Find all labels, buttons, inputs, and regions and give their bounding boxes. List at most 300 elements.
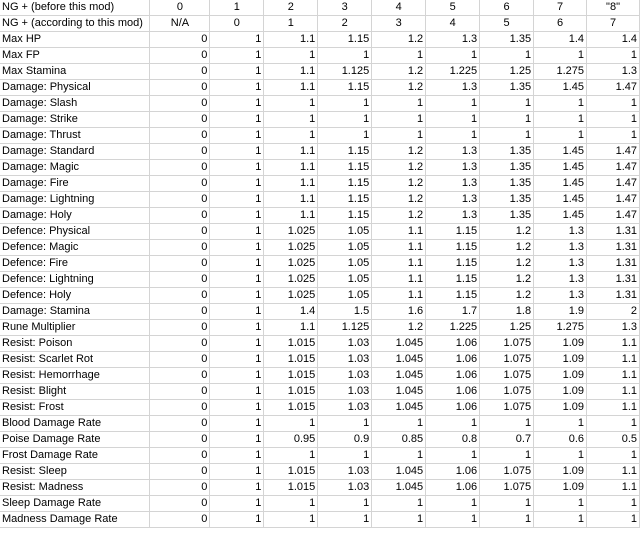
row-label-cell[interactable]: Resist: Frost [0, 400, 150, 416]
value-cell[interactable]: 1.3 [587, 64, 640, 80]
value-cell[interactable]: 1.2 [480, 288, 534, 304]
value-cell[interactable]: 1.47 [587, 80, 640, 96]
value-cell[interactable]: 0 [150, 256, 210, 272]
value-cell[interactable]: 1.2 [372, 160, 426, 176]
value-cell[interactable]: 1.1 [372, 256, 426, 272]
value-cell[interactable]: 1 [210, 272, 264, 288]
value-cell[interactable]: 1 [372, 96, 426, 112]
value-cell[interactable]: 1.31 [587, 256, 640, 272]
value-cell[interactable]: 1.7 [426, 304, 480, 320]
value-cell[interactable]: 1.5 [318, 304, 372, 320]
value-cell[interactable]: 1.015 [264, 336, 318, 352]
value-cell[interactable]: 1 [210, 448, 264, 464]
value-cell[interactable]: 1.35 [480, 80, 534, 96]
value-cell[interactable]: 1.09 [534, 352, 587, 368]
value-cell[interactable]: 1.15 [426, 240, 480, 256]
value-cell[interactable]: 1.2 [372, 80, 426, 96]
value-cell[interactable]: 1 [210, 480, 264, 496]
value-cell[interactable]: 1.31 [587, 224, 640, 240]
value-cell[interactable]: 1.125 [318, 320, 372, 336]
value-cell[interactable]: 1.15 [426, 272, 480, 288]
value-cell[interactable]: 1 [264, 96, 318, 112]
value-cell[interactable]: 1.3 [587, 320, 640, 336]
value-cell[interactable]: 0.6 [534, 432, 587, 448]
value-cell[interactable]: 1.1 [587, 384, 640, 400]
value-cell[interactable]: 1.3 [534, 240, 587, 256]
value-cell[interactable]: 1 [534, 48, 587, 64]
value-cell[interactable]: 1 [480, 112, 534, 128]
value-cell[interactable]: 1.1 [264, 160, 318, 176]
value-cell[interactable]: 1 [210, 400, 264, 416]
value-cell[interactable]: 1.015 [264, 368, 318, 384]
value-cell[interactable]: 1.03 [318, 336, 372, 352]
value-cell[interactable]: 1 [372, 112, 426, 128]
value-cell[interactable]: 1 [534, 496, 587, 512]
value-cell[interactable]: 1.45 [534, 208, 587, 224]
value-cell[interactable]: 1.3 [426, 192, 480, 208]
value-cell[interactable]: 1.25 [480, 64, 534, 80]
value-cell[interactable]: 1.47 [587, 192, 640, 208]
value-cell[interactable]: 1.2 [480, 256, 534, 272]
header-cell[interactable]: 6 [534, 16, 587, 32]
value-cell[interactable]: 0 [150, 176, 210, 192]
value-cell[interactable]: 1.09 [534, 384, 587, 400]
value-cell[interactable]: 1.2 [372, 32, 426, 48]
value-cell[interactable]: 1.015 [264, 480, 318, 496]
value-cell[interactable]: 1.045 [372, 384, 426, 400]
header-cell[interactable]: 7 [587, 16, 640, 32]
value-cell[interactable]: 0 [150, 32, 210, 48]
value-cell[interactable]: 1 [480, 416, 534, 432]
value-cell[interactable]: 1.025 [264, 256, 318, 272]
value-cell[interactable]: 1 [210, 464, 264, 480]
value-cell[interactable]: 1.35 [480, 176, 534, 192]
value-cell[interactable]: 0 [150, 144, 210, 160]
header-cell[interactable]: 2 [318, 16, 372, 32]
value-cell[interactable]: 1.3 [534, 224, 587, 240]
row-label-cell[interactable]: Frost Damage Rate [0, 448, 150, 464]
value-cell[interactable]: 1.3 [534, 272, 587, 288]
header-label-cell[interactable]: NG + (before this mod) [0, 0, 150, 16]
value-cell[interactable]: 1 [480, 48, 534, 64]
value-cell[interactable]: 1.075 [480, 400, 534, 416]
value-cell[interactable]: 1.045 [372, 480, 426, 496]
header-cell[interactable]: 4 [426, 16, 480, 32]
value-cell[interactable]: 1 [210, 112, 264, 128]
header-cell[interactable]: N/A [150, 16, 210, 32]
value-cell[interactable]: 1 [587, 112, 640, 128]
value-cell[interactable]: 0 [150, 496, 210, 512]
value-cell[interactable]: 1.09 [534, 480, 587, 496]
value-cell[interactable]: 1 [318, 48, 372, 64]
value-cell[interactable]: 1.09 [534, 464, 587, 480]
value-cell[interactable]: 1 [264, 48, 318, 64]
value-cell[interactable]: 1 [210, 176, 264, 192]
value-cell[interactable]: 1 [210, 320, 264, 336]
value-cell[interactable]: 1 [210, 96, 264, 112]
row-label-cell[interactable]: Resist: Hemorrhage [0, 368, 150, 384]
row-label-cell[interactable]: Damage: Stamina [0, 304, 150, 320]
value-cell[interactable]: 1.1 [587, 368, 640, 384]
value-cell[interactable]: 1.03 [318, 384, 372, 400]
value-cell[interactable]: 0 [150, 352, 210, 368]
value-cell[interactable]: 1.045 [372, 352, 426, 368]
value-cell[interactable]: 0 [150, 112, 210, 128]
value-cell[interactable]: 1.31 [587, 288, 640, 304]
value-cell[interactable]: 1.03 [318, 480, 372, 496]
value-cell[interactable]: 1 [210, 80, 264, 96]
header-cell[interactable]: 5 [426, 0, 480, 16]
value-cell[interactable]: 1.1 [264, 192, 318, 208]
value-cell[interactable]: 1 [480, 496, 534, 512]
value-cell[interactable]: 0 [150, 512, 210, 528]
value-cell[interactable]: 1.15 [318, 80, 372, 96]
value-cell[interactable]: 0 [150, 320, 210, 336]
value-cell[interactable]: 1.45 [534, 144, 587, 160]
value-cell[interactable]: 1.35 [480, 160, 534, 176]
value-cell[interactable]: 1.1 [372, 224, 426, 240]
row-label-cell[interactable]: Damage: Strike [0, 112, 150, 128]
value-cell[interactable]: 1.1 [587, 352, 640, 368]
value-cell[interactable]: 1 [318, 512, 372, 528]
row-label-cell[interactable]: Damage: Fire [0, 176, 150, 192]
value-cell[interactable]: 1.025 [264, 272, 318, 288]
value-cell[interactable]: 0 [150, 288, 210, 304]
value-cell[interactable]: 1 [210, 48, 264, 64]
value-cell[interactable]: 1.2 [480, 224, 534, 240]
value-cell[interactable]: 1.05 [318, 288, 372, 304]
value-cell[interactable]: 1 [210, 240, 264, 256]
value-cell[interactable]: 1 [426, 112, 480, 128]
value-cell[interactable]: 0 [150, 416, 210, 432]
value-cell[interactable]: 1.3 [426, 208, 480, 224]
value-cell[interactable]: 1 [587, 96, 640, 112]
value-cell[interactable]: 1 [318, 112, 372, 128]
value-cell[interactable]: 1.1 [264, 32, 318, 48]
value-cell[interactable]: 1 [480, 512, 534, 528]
value-cell[interactable]: 1 [534, 96, 587, 112]
value-cell[interactable]: 1.045 [372, 464, 426, 480]
row-label-cell[interactable]: Resist: Poison [0, 336, 150, 352]
value-cell[interactable]: 1.2 [480, 240, 534, 256]
value-cell[interactable]: 1.4 [587, 32, 640, 48]
value-cell[interactable]: 0 [150, 368, 210, 384]
value-cell[interactable]: 1 [264, 416, 318, 432]
value-cell[interactable]: 1 [210, 208, 264, 224]
row-label-cell[interactable]: Resist: Scarlet Rot [0, 352, 150, 368]
header-cell[interactable]: 2 [264, 0, 318, 16]
row-label-cell[interactable]: Defence: Lightning [0, 272, 150, 288]
value-cell[interactable]: 1.3 [534, 288, 587, 304]
value-cell[interactable]: 1 [426, 416, 480, 432]
value-cell[interactable]: 1 [264, 112, 318, 128]
value-cell[interactable]: 1 [426, 448, 480, 464]
value-cell[interactable]: 1.25 [480, 320, 534, 336]
value-cell[interactable]: 0 [150, 224, 210, 240]
value-cell[interactable]: 1.075 [480, 336, 534, 352]
value-cell[interactable]: 0 [150, 480, 210, 496]
value-cell[interactable]: 1 [587, 128, 640, 144]
value-cell[interactable]: 1.2 [372, 208, 426, 224]
value-cell[interactable]: 1 [426, 48, 480, 64]
value-cell[interactable]: 1.125 [318, 64, 372, 80]
row-label-cell[interactable]: Damage: Lightning [0, 192, 150, 208]
value-cell[interactable]: 1.05 [318, 224, 372, 240]
value-cell[interactable]: 1 [210, 32, 264, 48]
value-cell[interactable]: 1.3 [534, 256, 587, 272]
value-cell[interactable]: 1 [264, 448, 318, 464]
row-label-cell[interactable]: Poise Damage Rate [0, 432, 150, 448]
value-cell[interactable]: 1.2 [372, 64, 426, 80]
value-cell[interactable]: 1.15 [318, 208, 372, 224]
header-cell[interactable]: 4 [372, 0, 426, 16]
value-cell[interactable]: 1.06 [426, 400, 480, 416]
value-cell[interactable]: 1.05 [318, 272, 372, 288]
value-cell[interactable]: 1 [480, 96, 534, 112]
value-cell[interactable]: 1.47 [587, 208, 640, 224]
value-cell[interactable]: 1.06 [426, 464, 480, 480]
value-cell[interactable]: 1 [210, 336, 264, 352]
header-cell[interactable]: 6 [480, 0, 534, 16]
value-cell[interactable]: 1 [318, 416, 372, 432]
value-cell[interactable]: 1.05 [318, 240, 372, 256]
value-cell[interactable]: 1 [426, 96, 480, 112]
value-cell[interactable]: 1 [210, 160, 264, 176]
value-cell[interactable]: 1.09 [534, 368, 587, 384]
row-label-cell[interactable]: Damage: Magic [0, 160, 150, 176]
value-cell[interactable]: 1.15 [318, 32, 372, 48]
value-cell[interactable]: 1.9 [534, 304, 587, 320]
header-cell[interactable]: "8" [587, 0, 640, 16]
header-cell[interactable]: 1 [210, 0, 264, 16]
row-label-cell[interactable]: Damage: Slash [0, 96, 150, 112]
value-cell[interactable]: 1.2 [372, 192, 426, 208]
value-cell[interactable]: 0 [150, 160, 210, 176]
value-cell[interactable]: 1 [587, 512, 640, 528]
header-cell[interactable]: 7 [534, 0, 587, 16]
value-cell[interactable]: 1.075 [480, 384, 534, 400]
value-cell[interactable]: 1.2 [372, 144, 426, 160]
value-cell[interactable]: 1.47 [587, 144, 640, 160]
value-cell[interactable]: 0 [150, 240, 210, 256]
value-cell[interactable]: 1 [210, 192, 264, 208]
value-cell[interactable]: 0 [150, 432, 210, 448]
header-label-cell[interactable]: NG + (according to this mod) [0, 16, 150, 32]
value-cell[interactable]: 1 [426, 128, 480, 144]
row-label-cell[interactable]: Max Stamina [0, 64, 150, 80]
row-label-cell[interactable]: Defence: Holy [0, 288, 150, 304]
value-cell[interactable]: 1.1 [587, 464, 640, 480]
value-cell[interactable]: 1 [372, 128, 426, 144]
value-cell[interactable]: 1 [587, 448, 640, 464]
value-cell[interactable]: 1.045 [372, 368, 426, 384]
value-cell[interactable]: 1 [210, 512, 264, 528]
value-cell[interactable]: 0 [150, 384, 210, 400]
value-cell[interactable]: 1.15 [318, 160, 372, 176]
row-label-cell[interactable]: Defence: Fire [0, 256, 150, 272]
value-cell[interactable]: 0.8 [426, 432, 480, 448]
value-cell[interactable]: 1.31 [587, 240, 640, 256]
header-cell[interactable]: 3 [372, 16, 426, 32]
header-cell[interactable]: 0 [210, 16, 264, 32]
value-cell[interactable]: 1.06 [426, 352, 480, 368]
value-cell[interactable]: 1.015 [264, 464, 318, 480]
value-cell[interactable]: 1.1 [587, 336, 640, 352]
value-cell[interactable]: 1.03 [318, 352, 372, 368]
value-cell[interactable]: 1 [210, 368, 264, 384]
header-cell[interactable]: 3 [318, 0, 372, 16]
value-cell[interactable]: 1 [587, 496, 640, 512]
value-cell[interactable]: 1.15 [318, 192, 372, 208]
value-cell[interactable]: 1 [534, 112, 587, 128]
value-cell[interactable]: 1.06 [426, 336, 480, 352]
value-cell[interactable]: 1.225 [426, 64, 480, 80]
value-cell[interactable]: 0.7 [480, 432, 534, 448]
value-cell[interactable]: 0.5 [587, 432, 640, 448]
value-cell[interactable]: 0 [150, 48, 210, 64]
value-cell[interactable]: 1 [210, 256, 264, 272]
header-cell[interactable]: 0 [150, 0, 210, 16]
value-cell[interactable]: 1.015 [264, 400, 318, 416]
value-cell[interactable]: 1.025 [264, 288, 318, 304]
value-cell[interactable]: 1.2 [372, 176, 426, 192]
value-cell[interactable]: 1.06 [426, 368, 480, 384]
value-cell[interactable]: 1 [372, 48, 426, 64]
value-cell[interactable]: 1.1 [587, 480, 640, 496]
value-cell[interactable]: 0 [150, 464, 210, 480]
value-cell[interactable]: 0.85 [372, 432, 426, 448]
header-cell[interactable]: 5 [480, 16, 534, 32]
value-cell[interactable]: 0 [150, 304, 210, 320]
value-cell[interactable]: 1.275 [534, 320, 587, 336]
value-cell[interactable]: 0 [150, 128, 210, 144]
row-label-cell[interactable]: Rune Multiplier [0, 320, 150, 336]
value-cell[interactable]: 1.45 [534, 192, 587, 208]
value-cell[interactable]: 1 [318, 496, 372, 512]
value-cell[interactable]: 1.15 [426, 224, 480, 240]
value-cell[interactable]: 1.075 [480, 464, 534, 480]
value-cell[interactable]: 1 [264, 496, 318, 512]
value-cell[interactable]: 1 [372, 416, 426, 432]
value-cell[interactable]: 1.3 [426, 32, 480, 48]
row-label-cell[interactable]: Max HP [0, 32, 150, 48]
value-cell[interactable]: 1.1 [587, 400, 640, 416]
value-cell[interactable]: 1 [210, 128, 264, 144]
value-cell[interactable]: 1.075 [480, 480, 534, 496]
value-cell[interactable]: 1.1 [264, 176, 318, 192]
value-cell[interactable]: 1.4 [534, 32, 587, 48]
value-cell[interactable]: 1.15 [426, 288, 480, 304]
value-cell[interactable]: 1.47 [587, 160, 640, 176]
row-label-cell[interactable]: Resist: Blight [0, 384, 150, 400]
value-cell[interactable]: 1.6 [372, 304, 426, 320]
value-cell[interactable]: 1 [318, 448, 372, 464]
value-cell[interactable]: 1.15 [318, 144, 372, 160]
value-cell[interactable]: 1 [264, 128, 318, 144]
value-cell[interactable]: 1 [372, 512, 426, 528]
value-cell[interactable]: 1 [480, 448, 534, 464]
value-cell[interactable]: 1 [210, 496, 264, 512]
value-cell[interactable]: 1.35 [480, 32, 534, 48]
value-cell[interactable]: 1.1 [372, 272, 426, 288]
value-cell[interactable]: 1.47 [587, 176, 640, 192]
value-cell[interactable]: 1 [318, 96, 372, 112]
value-cell[interactable]: 1.1 [264, 144, 318, 160]
value-cell[interactable]: 1.015 [264, 352, 318, 368]
value-cell[interactable]: 0 [150, 80, 210, 96]
value-cell[interactable]: 1 [318, 128, 372, 144]
value-cell[interactable]: 1.31 [587, 272, 640, 288]
value-cell[interactable]: 1.4 [264, 304, 318, 320]
value-cell[interactable]: 1 [426, 496, 480, 512]
value-cell[interactable]: 1.06 [426, 384, 480, 400]
value-cell[interactable]: 0.9 [318, 432, 372, 448]
value-cell[interactable]: 1.35 [480, 192, 534, 208]
value-cell[interactable]: 1.025 [264, 240, 318, 256]
value-cell[interactable]: 1.06 [426, 480, 480, 496]
row-label-cell[interactable]: Damage: Thrust [0, 128, 150, 144]
value-cell[interactable]: 1.45 [534, 80, 587, 96]
value-cell[interactable]: 1 [534, 416, 587, 432]
value-cell[interactable]: 1.075 [480, 352, 534, 368]
value-cell[interactable]: 1 [534, 448, 587, 464]
value-cell[interactable]: 1 [426, 512, 480, 528]
value-cell[interactable]: 1.1 [372, 288, 426, 304]
row-label-cell[interactable]: Blood Damage Rate [0, 416, 150, 432]
value-cell[interactable]: 1 [534, 128, 587, 144]
value-cell[interactable]: 1 [372, 448, 426, 464]
row-label-cell[interactable]: Max FP [0, 48, 150, 64]
value-cell[interactable]: 0 [150, 192, 210, 208]
value-cell[interactable]: 1.15 [426, 256, 480, 272]
value-cell[interactable]: 1.045 [372, 336, 426, 352]
row-label-cell[interactable]: Sleep Damage Rate [0, 496, 150, 512]
value-cell[interactable]: 1.225 [426, 320, 480, 336]
header-cell[interactable]: 1 [264, 16, 318, 32]
row-label-cell[interactable]: Defence: Magic [0, 240, 150, 256]
value-cell[interactable]: 0 [150, 208, 210, 224]
value-cell[interactable]: 1.3 [426, 160, 480, 176]
value-cell[interactable]: 1 [210, 416, 264, 432]
value-cell[interactable]: 1.1 [264, 80, 318, 96]
value-cell[interactable]: 1 [210, 432, 264, 448]
value-cell[interactable]: 1.275 [534, 64, 587, 80]
value-cell[interactable]: 1 [372, 496, 426, 512]
value-cell[interactable]: 0 [150, 448, 210, 464]
value-cell[interactable]: 1 [587, 48, 640, 64]
value-cell[interactable]: 1.03 [318, 400, 372, 416]
value-cell[interactable]: 1.3 [426, 144, 480, 160]
value-cell[interactable]: 1 [210, 352, 264, 368]
value-cell[interactable]: 1 [210, 224, 264, 240]
value-cell[interactable]: 0 [150, 64, 210, 80]
value-cell[interactable]: 1 [210, 304, 264, 320]
value-cell[interactable]: 1.1 [264, 208, 318, 224]
value-cell[interactable]: 1.45 [534, 160, 587, 176]
value-cell[interactable]: 1.2 [480, 272, 534, 288]
value-cell[interactable]: 2 [587, 304, 640, 320]
value-cell[interactable]: 1.015 [264, 384, 318, 400]
row-label-cell[interactable]: Madness Damage Rate [0, 512, 150, 528]
value-cell[interactable]: 1.025 [264, 224, 318, 240]
value-cell[interactable]: 1.03 [318, 368, 372, 384]
value-cell[interactable]: 1.075 [480, 368, 534, 384]
value-cell[interactable]: 1 [534, 512, 587, 528]
row-label-cell[interactable]: Defence: Physical [0, 224, 150, 240]
value-cell[interactable]: 1.1 [372, 240, 426, 256]
value-cell[interactable]: 1.15 [318, 176, 372, 192]
value-cell[interactable]: 1 [210, 144, 264, 160]
